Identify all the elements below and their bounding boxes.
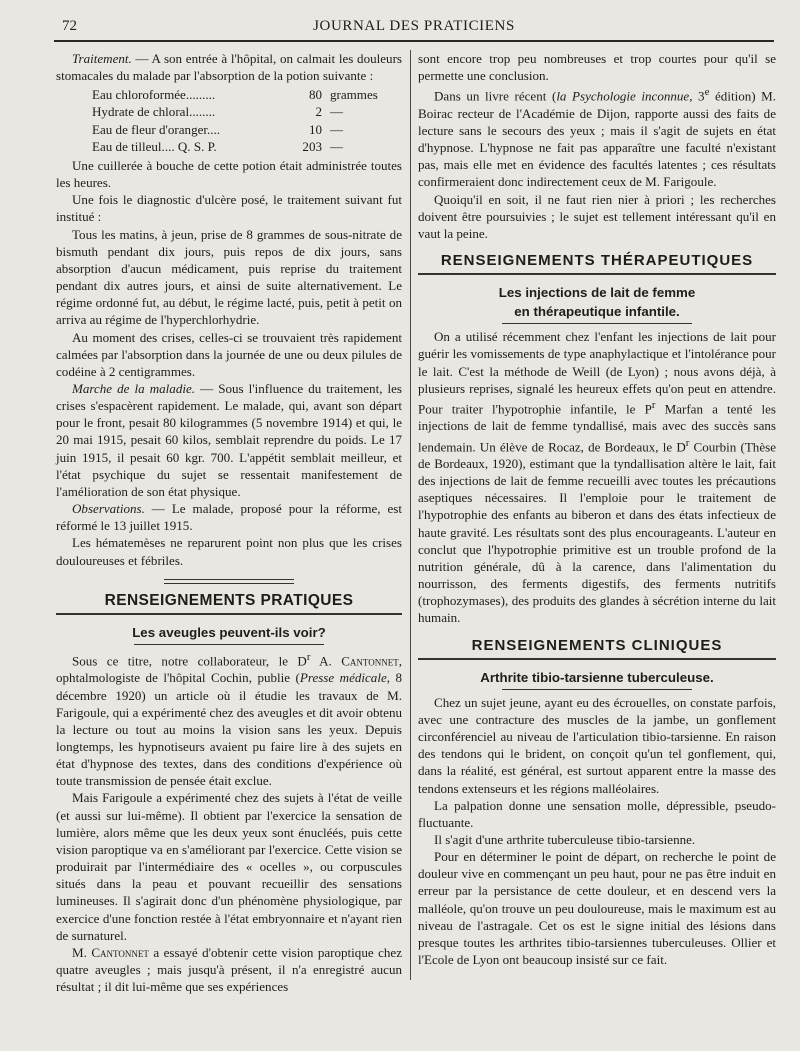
author-name: Cantonnet <box>91 944 149 960</box>
column-divider <box>410 50 411 980</box>
paragraph-livre: Dans un livre récent (la Psychologie inconnue, 3e édition) M. Boirac recteur de l'Académie de Dijon, rapporte aussi des faits de lecture sans le secours des yeux ; mais il s'agit de sujets en état d'hypnose. L'hypnose ne fait pas apparaître une faculté n'existant pas, mais elle met en évidence des facultés latentes ; ces résultats confirmeraient donc indirectement ceux de M. Farigoule. <box>418 86 777 190</box>
paragraph: Chez un sujet jeune, ayant eu des écrouelles, on constate parfois, avec une contracture des muscles de la jambe, un gonflement circonférenciel au niveau de l'articulation tibio-tarsienne. En raison des tendons qui le brident, on conçoit qu'un tel gonflement, qui, dans la réalité, est général, est surtout apparent entre la masse des tendons extenseurs et les régions malléolaires. <box>418 694 776 796</box>
right-column <box>418 50 776 968</box>
title-rule <box>502 689 692 690</box>
paragraph-observations: Observations. — Le malade, proposé pour la réforme, est réformé le 13 juillet 1915. <box>56 501 402 534</box>
paragraph: La palpation donne une sensation molle, dépressible, pseudo-fluctuante. <box>418 797 776 830</box>
book-title: la Psychologie inconnue <box>556 88 690 104</box>
left-column <box>56 50 402 995</box>
recipe-row: Eau de tilleul.... Q. S. P. 203 — <box>92 138 344 154</box>
recipe-row: Eau chloroformée......... 80 grammes <box>92 87 378 103</box>
journal-title: JOURNAL DES PRATICIENS <box>313 18 515 34</box>
title-rule <box>502 323 692 324</box>
paragraph: Une cuillerée à bouche de cette potion était administrée toutes les heures. <box>56 157 402 191</box>
section-rule <box>56 613 402 615</box>
paragraph: Quoiqu'il en soit, il ne faut rien nier à priori ; les recherches doivent être poursuivies ; le sujet est tellement intéressant qu'il en vaut la peine. <box>418 191 776 241</box>
section-heading-therapeutiques: RENSEIGNEMENTS THÉRAPEUTIQUES <box>440 252 754 270</box>
recipe-row: Hydrate de chloral........ 2 — <box>92 104 344 120</box>
section-heading-cliniques: RENSEIGNEMENTS CLINIQUES <box>471 636 723 654</box>
paragraph-continued: sont encore trop peu nombreuses et trop courtes pour qu'il se permette une conclusion. <box>418 51 776 84</box>
article-title-lait-1: Les injections de lait de femme <box>498 285 696 301</box>
title-rule <box>134 644 324 645</box>
paragraph: Pour en déterminer le point de départ, on recherche le point de douleur vive en commençant un peu haut, pour ne pas être induit en erreur par la persistance de cette douleur, et en descend vers la malléole, qu'on trouve un peu douloureuse, mais le maximum est au niveau de l'astragale. Cet os est le signe initial des lésions dans presque toutes les arthrites tibio-tarsiennes tuberculeuses. Ollier et l'Ecole de Lyon ont beaucoup insisté sur ce fait. <box>418 849 776 968</box>
page-header <box>54 14 774 42</box>
article-title-aveugles: Les aveugles peuvent-ils voir? <box>132 624 326 640</box>
section-rule <box>418 273 776 275</box>
paragraph: Tous les matins, à jeun, prise de 8 grammes de sous-nitrate de bismuth pendant dix jours, puis repos de dix jours, sans absorption d'aucun médicament, puis reprise du traitement pendant dix autres jours, et ainsi de suite alternativement. Le régime ordonné fut, au début, le régime lacté, puis, petit à petit on arriva au régime de l'hyperchlorhydrie. <box>56 226 402 328</box>
label-observations: Observations. <box>72 501 145 517</box>
paragraph-lait: On a utilisé récemment chez l'enfant les injections de lait pour guérir les vomissements de type anaphylactique et l'intolérance pour le lait. C'est la méthode de Weill (de Lyon) ; nous avons déjà, à plusieurs reprises, signalé les heureux effets qu'on peut en attendre. Pour traiter l'hypotrophie infantile, le $P^r$ Marfan a tenté les injections de lait de femme tyndallisé, mais avec des succès sans lendemain. Un élève de Rocaz, de Bordeaux, le $D^r$ Courbin (Thèse de Bordeaux, 1920), estimant que la tyndallisation altère le lait, fait des injections de lait de femme recueilli avec toutes les précautions aseptiques nécessaires. Il l'emploie pour le traitement de l'hypotrophie des enfants au biberon et dans des états infectieux de haute gravité. Les résultats sont des plus encourageants. L'auteur en conclut que l'hypotrophie primitive est un trouble profond de la nutrition générale, dû à la carence, dans l'alimentation du nourrisson, des ferments digestifs, des ferments nutritifs (trophozymases), des produits des glandes à sécrétion interne du lait humain. <box>418 329 776 626</box>
paragraph-aveugles-2: Mais Farigoule a expérimenté chez des sujets à l'état de veille (et aussi sur lui-même). Il obtient par l'exercice la sensation de lumière, alors même que les deux yeux sont énucléés, puis cette vision paroptique va en s'améliorant par l'exercice. Cette vision se produirait par l'intermédiaire des « ocelles », ou corpuscules situés dans la peau et pouvant recueillir des sensations lumineuses. Il s'agirait donc d'un phénomène physiologique, par exercice d'une fonction restée à l'état embryonnaire et n'ayant rien de surnaturel. <box>56 790 402 943</box>
paragraph-aveugles-3: M. Cantonnet a essayé d'obtenir cette vision paroptique chez quatre aveugles ; mais jusqu'à présent, il n'a enregistré aucun résultat ; il dit lui-même que ses expériences <box>56 944 402 995</box>
section-separator <box>164 579 294 584</box>
label-traitement: Traitement. <box>72 51 132 66</box>
journal-name: Presse médicale <box>299 670 387 686</box>
article-title-lait-2: en thérapeutique infantile. <box>514 304 680 320</box>
paragraph-traitement: Traitement. — A son entrée à l'hôpital, on calmait les douleurs stomacales du malade par l'absorption de la potion suivante : <box>56 51 402 84</box>
label-marche: Marche de la maladie. <box>72 380 196 396</box>
page-number: 72 <box>62 18 77 34</box>
recipe-row: Eau de fleur d'oranger.... 10 — <box>92 121 344 137</box>
author-name: Cantonnet <box>341 653 399 669</box>
paragraph: Il s'agit d'une arthrite tuberculeuse tibio-tarsienne. <box>434 831 696 847</box>
paragraph: Au moment des crises, celles-ci se trouvaient très rapidement calmées par l'absorption dans la journée de une ou deux pilules de codéine à 2 centigrammes. <box>56 329 402 379</box>
paragraph: Une fois le diagnostic d'ulcère posé, le traitement suivant fut institué : <box>56 192 402 225</box>
article-title-arthrite: Arthrite tibio-tarsienne tuberculeuse. <box>480 669 714 685</box>
paragraph-aveugles-1: Sous ce titre, notre collaborateur, le $D^r$ A. Cantonnet, ophtalmologiste de l'hôpital Cochin, publie (Presse médicale, 8 décembre 1920) un article où il étudie les travaux de M. Farigoule, qui a expérimenté chez des aveugles et dit avoir obtenu la lecture ou tout au moins la vision sans les yeux. Depuis longtemps, les hypnotiseurs avaient pu faire lire à des sujets en état d'hypnose des textes, dans des conditions d'expérience où toute transmission de pensée était exclue. <box>56 650 403 789</box>
section-heading-pratiques: RENSEIGNEMENTS PRATIQUES <box>104 591 354 609</box>
section-rule <box>418 658 776 660</box>
paragraph: Les hématemèses ne reparurent point non plus que les crises douloureuses et fébriles. <box>56 535 402 568</box>
recipe-table <box>92 86 402 155</box>
paragraph-marche: Marche de la maladie. — Sous l'influence du traitement, les crises s'espacèrent rapidement. Le malade, qui, avant son départ pour le front, pesait 80 kilogrammes (5 novembre 1914) et qui, le 20 mai 1915, pesait 60 kilos, semblait reprendre du poids. Le 17 juin 1915, il pesait 60 kgr. 700. L'appétit semblait meilleur, et l'état psychique du sujet se ressentait manifestement de l'amélioration de son état physique. <box>56 380 403 499</box>
